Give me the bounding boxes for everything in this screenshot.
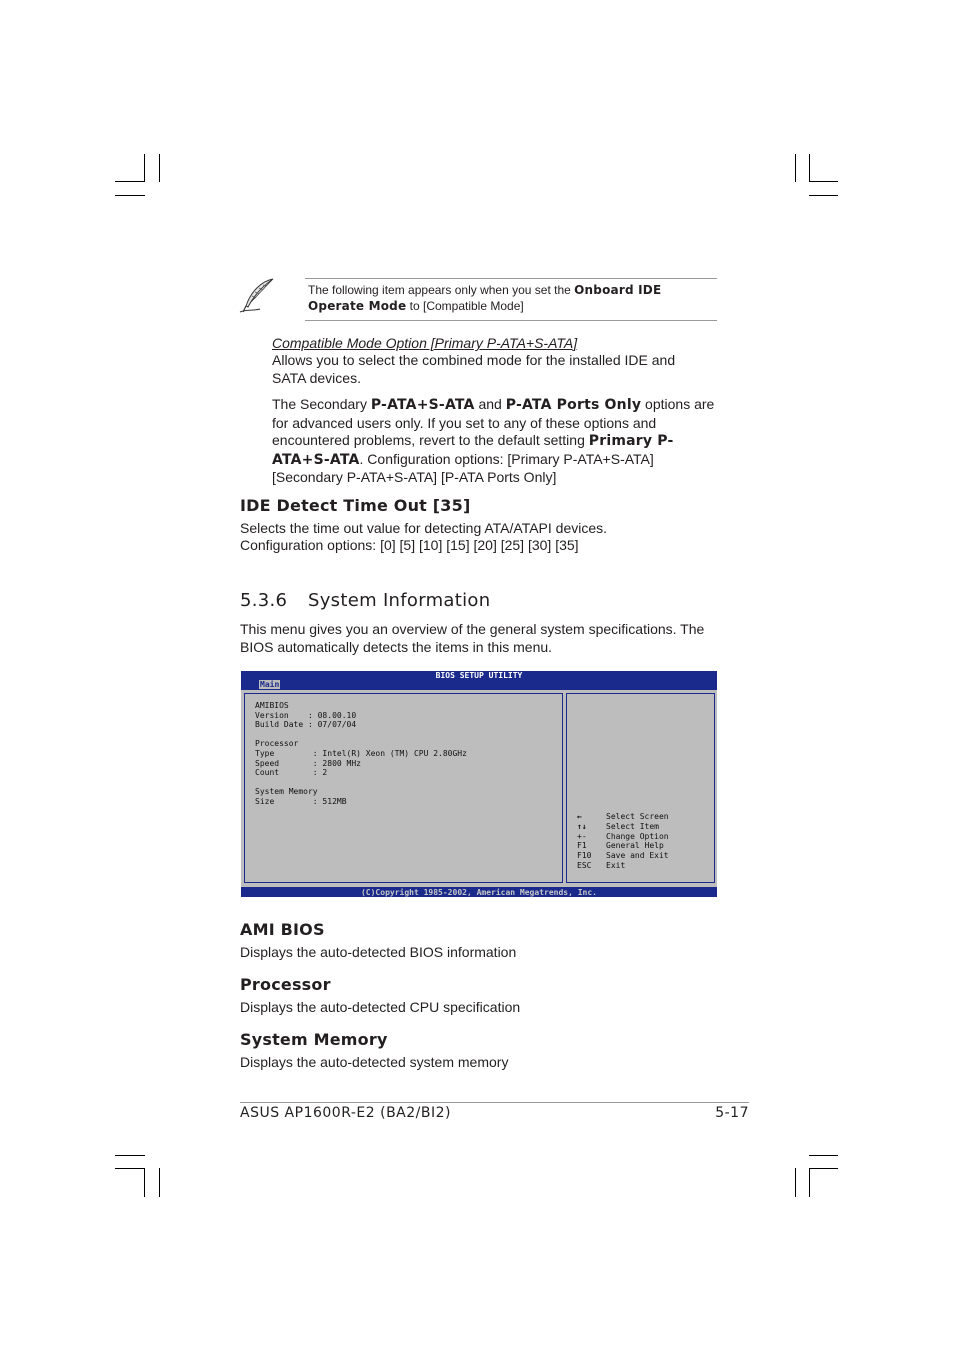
arrow-up-down-icon: ↑↓ bbox=[577, 821, 587, 831]
note-text: The following item appears only when you set the Onboard IDE Operate Mode to [Compatible Mode] bbox=[308, 283, 662, 313]
bios-screenshot bbox=[241, 671, 717, 897]
crop-mark bbox=[809, 195, 838, 196]
crop-mark bbox=[809, 1168, 838, 1169]
bios-key-row: ← Select Screen bbox=[577, 812, 669, 821]
section-number: 5.3.6 bbox=[240, 590, 288, 611]
bios-system-info: AMIBIOS Version : 08.00.10 Build Date : 07/07/04 Processor Type : Intel(R) Xeon (TM) CPU 2.80GHz Speed : 2800 MHz Count : 2 System Memory Size : 512MB bbox=[255, 701, 467, 806]
bios-body bbox=[241, 690, 717, 887]
system-memory-heading: System Memory bbox=[240, 1030, 388, 1049]
bios-tab-main: Main bbox=[260, 680, 280, 689]
processor-heading: Processor bbox=[240, 975, 331, 994]
compatible-mode-para-1: Allows you to select the combined mode for the installed IDE and SATA devices. bbox=[272, 352, 676, 386]
crop-mark bbox=[809, 154, 810, 182]
bios-info-panel bbox=[244, 693, 563, 883]
footer-product: ASUS AP1600R-E2 (BA2/BI2) bbox=[240, 1105, 451, 1121]
bios-key-row: ESC Exit bbox=[577, 860, 626, 870]
ide-timeout-heading: IDE Detect Time Out [35] bbox=[240, 496, 471, 515]
footer-page-number: 5-17 bbox=[715, 1105, 749, 1121]
ami-bios-desc: Displays the auto-detected BIOS information bbox=[240, 944, 517, 960]
processor-desc: Displays the auto-detected CPU specification bbox=[240, 999, 521, 1015]
bios-help-panel bbox=[566, 693, 715, 883]
bios-key-row: F1 General Help bbox=[577, 841, 664, 851]
feather-pen-icon bbox=[238, 276, 278, 316]
ami-bios-heading: AMI BIOS bbox=[240, 920, 325, 939]
crop-mark bbox=[115, 195, 145, 196]
crop-mark bbox=[159, 154, 160, 182]
crop-mark bbox=[115, 181, 145, 182]
section-intro: This menu gives you an overview of the general system specifications. The BIOS automatically detects the items in this menu. bbox=[240, 621, 705, 655]
compatible-mode-para-2: The Secondary P-ATA+S-ATA and P-ATA Ports Only options are for advanced users only. If you set to any of these options and encountered problems, revert to the default setting Primary P-ATA+S-ATA. Configuration options: [Primary P-ATA+S-ATA] [Secondary P-ATA+S-ATA] [P-ATA Ports Only] bbox=[272, 396, 715, 485]
arrow-left-icon: ← bbox=[577, 812, 582, 821]
crop-mark bbox=[144, 1168, 145, 1197]
footer-rule bbox=[240, 1102, 749, 1103]
bios-key-row: +- Change Option bbox=[577, 831, 669, 841]
bios-key-legend bbox=[577, 812, 669, 871]
bios-title: BIOS SETUP UTILITY bbox=[435, 671, 523, 680]
ide-timeout-line-1: Selects the time out value for detecting ATA/ATAPI devices. bbox=[240, 520, 608, 536]
crop-mark bbox=[809, 181, 838, 182]
section-name: System Information bbox=[308, 590, 491, 611]
section-title bbox=[240, 590, 490, 611]
crop-mark bbox=[809, 1168, 810, 1197]
note-rule-bottom bbox=[305, 320, 717, 321]
bios-key-row: ↑↓ Select Item bbox=[577, 821, 659, 831]
crop-mark bbox=[795, 1168, 796, 1197]
crop-mark bbox=[795, 154, 796, 182]
crop-mark bbox=[809, 1155, 838, 1156]
crop-mark bbox=[144, 154, 145, 182]
bios-key-row: F10 Save and Exit bbox=[577, 851, 669, 861]
crop-mark bbox=[115, 1168, 145, 1169]
bios-copyright: (C)Copyright 1985-2002, American Megatrends, Inc. bbox=[360, 888, 597, 897]
compatible-mode-heading: Compatible Mode Option [Primary P-ATA+S-ATA] bbox=[272, 335, 578, 351]
system-memory-desc: Displays the auto-detected system memory bbox=[240, 1054, 509, 1070]
ide-timeout-line-2: Configuration options: [0] [5] [10] [15] [20] [25] [30] [35] bbox=[240, 537, 579, 553]
note-rule-top bbox=[305, 278, 717, 279]
crop-mark bbox=[159, 1168, 160, 1197]
crop-mark bbox=[115, 1155, 145, 1156]
